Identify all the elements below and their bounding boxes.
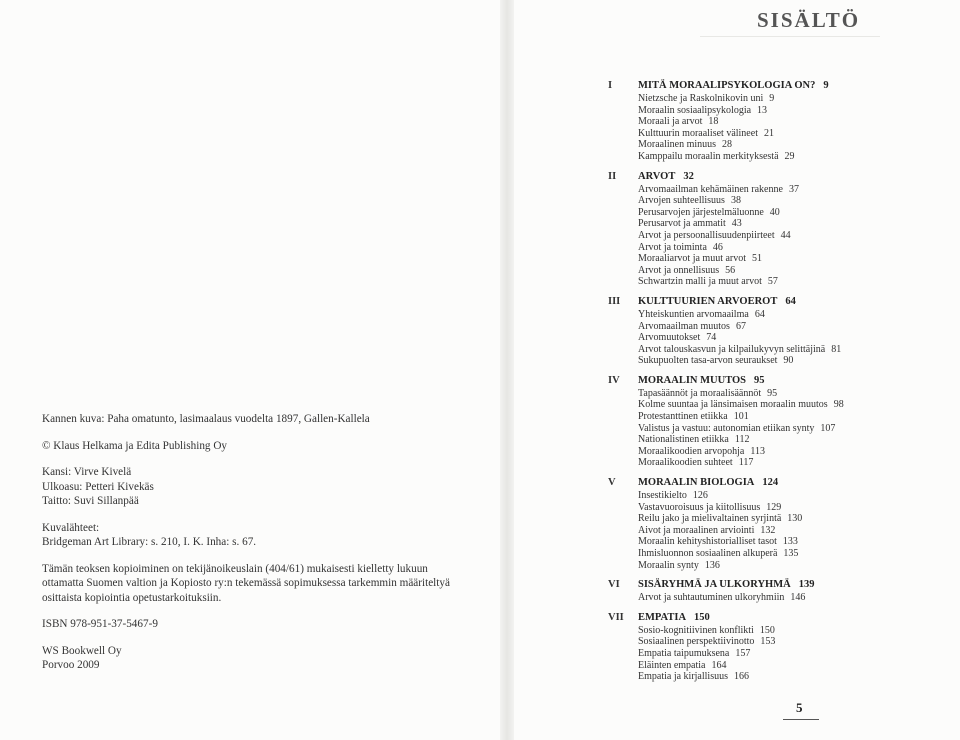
section-page: 113 <box>750 445 765 457</box>
toc-title-rule <box>700 36 880 37</box>
section-title: Kolme suuntaa ja länsimaisen moraalin muutos <box>638 399 828 411</box>
section-page: 132 <box>760 524 776 536</box>
toc-section <box>638 128 953 140</box>
toc-section <box>638 207 953 219</box>
toc-chapter <box>608 612 953 683</box>
section-title: Eläinten empatia <box>638 659 706 671</box>
section-page: 9 <box>769 93 775 104</box>
image-credits-label: Kuvalähteet: <box>42 521 100 534</box>
chapter-title <box>638 171 694 182</box>
section-page: 98 <box>833 399 844 411</box>
section-title: Valistus ja vastuu: autonomian etiikan synty <box>638 422 815 434</box>
chapter-title-text: KULTTUURIEN ARVOEROT <box>638 295 778 307</box>
section-page: 18 <box>708 116 719 128</box>
imprint-block <box>42 412 462 685</box>
toc-section <box>638 309 953 321</box>
toc-section <box>638 648 953 660</box>
toc-section <box>638 411 953 423</box>
chapter-title <box>638 80 829 91</box>
toc-section <box>638 625 953 637</box>
section-title: Sukupuolten tasa-arvon seuraukset <box>638 355 778 367</box>
printer: WS Bookwell Oy <box>42 644 122 657</box>
section-title: Sosiaalinen perspektiivinotto <box>638 636 755 648</box>
section-title: Moraalin kehityshistorialliset tasot <box>638 536 777 548</box>
toc-section <box>638 344 953 356</box>
section-title: Insestikielto <box>638 490 687 502</box>
chapter-number: V <box>608 477 616 489</box>
chapter-page: 139 <box>798 579 815 591</box>
toc-section <box>638 592 953 604</box>
chapter-number: VII <box>608 611 624 623</box>
toc-section <box>638 332 953 344</box>
section-page: 43 <box>731 218 742 230</box>
toc-chapter-heading <box>608 171 953 184</box>
bleed-through-decoration <box>120 40 350 150</box>
toc-section <box>638 321 953 333</box>
chapter-page: 124 <box>762 477 779 489</box>
section-page: 153 <box>760 636 776 648</box>
toc-section <box>638 355 953 367</box>
toc-section <box>638 116 953 128</box>
section-page: 57 <box>767 276 778 288</box>
toc-section <box>638 265 953 277</box>
toc-section <box>638 105 953 117</box>
toc-section <box>638 502 953 514</box>
toc-chapter-heading <box>608 80 953 93</box>
section-title: Moraalikoodien suhteet <box>638 457 733 469</box>
toc-section <box>638 399 953 411</box>
chapter-number: III <box>608 295 621 307</box>
toc-chapter-heading <box>608 477 953 490</box>
toc-chapter-heading <box>608 296 953 309</box>
toc-chapter <box>608 296 953 367</box>
section-title: Moraali ja arvot <box>638 116 703 128</box>
isbn: ISBN 978-951-37-5467-9 <box>42 618 158 630</box>
chapter-number: I <box>608 80 613 91</box>
section-page: 136 <box>704 559 720 571</box>
chapter-title-text: MITÄ MORAALIPSYKOLOGIA ON? <box>638 80 816 91</box>
toc-section <box>638 184 953 196</box>
toc-section <box>638 660 953 672</box>
section-page: 112 <box>734 434 750 446</box>
section-page: 150 <box>759 624 775 636</box>
section-page: 38 <box>730 195 741 207</box>
toc-section <box>638 195 953 207</box>
chapter-title-text: MORAALIN MUUTOS <box>638 374 747 386</box>
section-title: Moraaliarvot ja muut arvot <box>638 253 747 265</box>
toc-section <box>638 513 953 525</box>
toc-chapter <box>608 171 953 288</box>
section-title: Empatia ja kirjallisuus <box>638 671 728 683</box>
section-page: 40 <box>769 206 780 218</box>
section-title: Moraalin sosiaalipsykologia <box>638 104 752 116</box>
toc-section <box>638 490 953 502</box>
chapter-title-text: MORAALIN BIOLOGIA <box>638 477 755 489</box>
place-year: Porvoo 2009 <box>42 659 100 671</box>
toc-chapter-heading <box>608 579 953 592</box>
toc-chapter <box>608 80 953 163</box>
section-title: Yhteiskuntien arvomaailma <box>638 308 749 320</box>
section-title: Arvojen suhteellisuus <box>638 195 725 207</box>
chapter-page: 64 <box>785 295 796 307</box>
section-title: Moraalikoodien arvopohja <box>638 445 745 457</box>
chapter-title-text: EMPATIA <box>638 611 687 623</box>
section-page: 67 <box>735 320 746 332</box>
toc-section <box>638 671 953 683</box>
typesetter: Taitto: Suvi Sillanpää <box>42 495 139 507</box>
toc-section <box>638 242 953 254</box>
section-page: 81 <box>831 343 842 355</box>
section-title: Protestanttinen etiikka <box>638 411 728 423</box>
toc-section <box>638 93 953 105</box>
toc-chapter-heading <box>608 612 953 625</box>
toc-chapter <box>608 579 953 604</box>
toc-chapter <box>608 477 953 571</box>
chapter-page: 32 <box>683 170 694 182</box>
copyright-notice: Tämän teoksen kopioiminen on tekijänoikeuslain (404/61) mukaisesti kielletty lukuun ottamatta Suomen valtion ja Kopiosto ry:n tekemässä sopimuksessa tarkemmin määriteltyä osittaista kopiointia opetustarkoituksiin. <box>42 562 450 604</box>
section-page: 146 <box>790 592 806 604</box>
section-page: 21 <box>763 127 774 139</box>
section-page: 56 <box>725 264 736 276</box>
chapter-title <box>638 579 814 590</box>
chapter-page: 9 <box>823 80 829 91</box>
section-title: Tapasäännöt ja moraalisäännöt <box>638 387 762 399</box>
toc-section <box>638 139 953 151</box>
toc-title: SISÄLTÖ <box>757 8 861 32</box>
toc-section <box>638 525 953 537</box>
section-title: Perusarvojen järjestelmäluonne <box>638 206 764 218</box>
toc-chapter <box>608 375 953 469</box>
layout-designer: Ulkoasu: Petteri Kivekäs <box>42 480 154 493</box>
copyright-line: © Klaus Helkama ja Edita Publishing Oy <box>42 439 227 452</box>
book-gutter <box>500 0 514 740</box>
toc-section <box>638 253 953 265</box>
section-page: 126 <box>692 490 708 502</box>
section-page: 133 <box>782 536 798 548</box>
section-title: Reilu jako ja mielivaltainen syrjintä <box>638 513 782 525</box>
chapter-title <box>638 477 778 488</box>
section-page: 28 <box>722 139 733 151</box>
section-page: 164 <box>711 659 727 671</box>
section-title: Arvomaailman kehämäinen rakenne <box>638 183 783 195</box>
chapter-title-text: SISÄRYHMÄ JA ULKORYHMÄ <box>638 579 791 591</box>
section-title: Moraalin synty <box>638 559 699 571</box>
toc-chapter-heading <box>608 375 953 388</box>
section-title: Perusarvot ja ammatit <box>638 218 726 230</box>
section-title: Moraalinen minuus <box>638 139 717 151</box>
section-page: 107 <box>820 422 836 434</box>
chapter-page: 150 <box>694 611 710 623</box>
section-title: Arvomuutokset <box>638 332 701 344</box>
toc-section <box>638 388 953 400</box>
chapter-number: IV <box>608 374 620 386</box>
chapter-title-text: ARVOT <box>638 170 676 182</box>
section-title: Arvot ja toiminta <box>638 241 707 253</box>
section-title: Arvomaailman muutos <box>638 320 730 332</box>
section-page: 157 <box>735 647 751 659</box>
toc-section <box>638 151 953 163</box>
toc-section <box>638 423 953 435</box>
section-page: 29 <box>784 150 795 162</box>
section-page: 101 <box>733 411 749 423</box>
chapter-title <box>638 296 796 307</box>
section-title: Arvot ja persoonallisuudenpiirteet <box>638 229 775 241</box>
toc-section <box>638 636 953 648</box>
section-page: 64 <box>754 308 765 320</box>
section-title: Aivot ja moraalinen arviointi <box>638 524 755 536</box>
section-page: 117 <box>738 457 754 469</box>
page-number-rule <box>783 719 819 720</box>
section-title: Vastavuoroisuus ja kiitollisuus <box>638 501 761 513</box>
section-title: Arvot ja suhtautuminen ulkoryhmiin <box>638 592 785 604</box>
section-page: 166 <box>733 671 749 683</box>
section-title: Kamppailu moraalin merkityksestä <box>638 150 779 162</box>
section-page: 130 <box>787 513 803 525</box>
section-page: 74 <box>706 332 717 344</box>
toc-section <box>638 457 953 469</box>
section-page: 129 <box>766 501 782 513</box>
section-page: 13 <box>757 104 768 116</box>
chapter-title <box>638 612 710 623</box>
toc-section <box>638 230 953 242</box>
chapter-number: VI <box>608 579 620 591</box>
section-page: 95 <box>767 387 778 399</box>
toc-section <box>638 446 953 458</box>
section-title: Arvot ja onnellisuus <box>638 264 720 276</box>
toc-section <box>638 560 953 572</box>
toc-section <box>638 276 953 288</box>
toc-section <box>638 218 953 230</box>
section-title: Nationalistinen etiikka <box>638 434 729 446</box>
chapter-page: 95 <box>754 374 765 386</box>
section-title: Kulttuurin moraaliset välineet <box>638 127 758 139</box>
toc-section <box>638 434 953 446</box>
chapter-title <box>638 375 765 386</box>
section-title: Nietzsche ja Raskolnikovin uni <box>638 93 764 104</box>
section-page: 46 <box>712 241 723 253</box>
toc-section <box>638 548 953 560</box>
section-page: 90 <box>783 355 794 367</box>
cover-designer: Kansi: Virve Kivelä <box>42 466 132 478</box>
section-page: 135 <box>783 548 799 559</box>
table-of-contents <box>608 80 953 691</box>
section-page: 44 <box>780 229 791 241</box>
section-title: Sosio-kognitiivinen konflikti <box>638 624 754 636</box>
section-page: 51 <box>752 253 763 265</box>
section-title: Empatia taipumuksena <box>638 647 730 659</box>
toc-section <box>638 536 953 548</box>
section-page: 37 <box>788 183 799 195</box>
page-number: 5 <box>796 700 803 715</box>
cover-image-credit: Kannen kuva: Paha omatunto, lasimaalaus vuodelta 1897, Gallen-Kallela <box>42 413 370 425</box>
section-title: Ihmisluonnon sosiaalinen alkuperä <box>638 548 778 559</box>
section-title: Schwartzin malli ja muut arvot <box>638 276 762 288</box>
image-credits: Bridgeman Art Library: s. 210, I. K. Inha: s. 67. <box>42 536 257 548</box>
chapter-number: II <box>608 170 617 182</box>
section-title: Arvot talouskasvun ja kilpailukyvyn selittäjinä <box>638 343 826 355</box>
